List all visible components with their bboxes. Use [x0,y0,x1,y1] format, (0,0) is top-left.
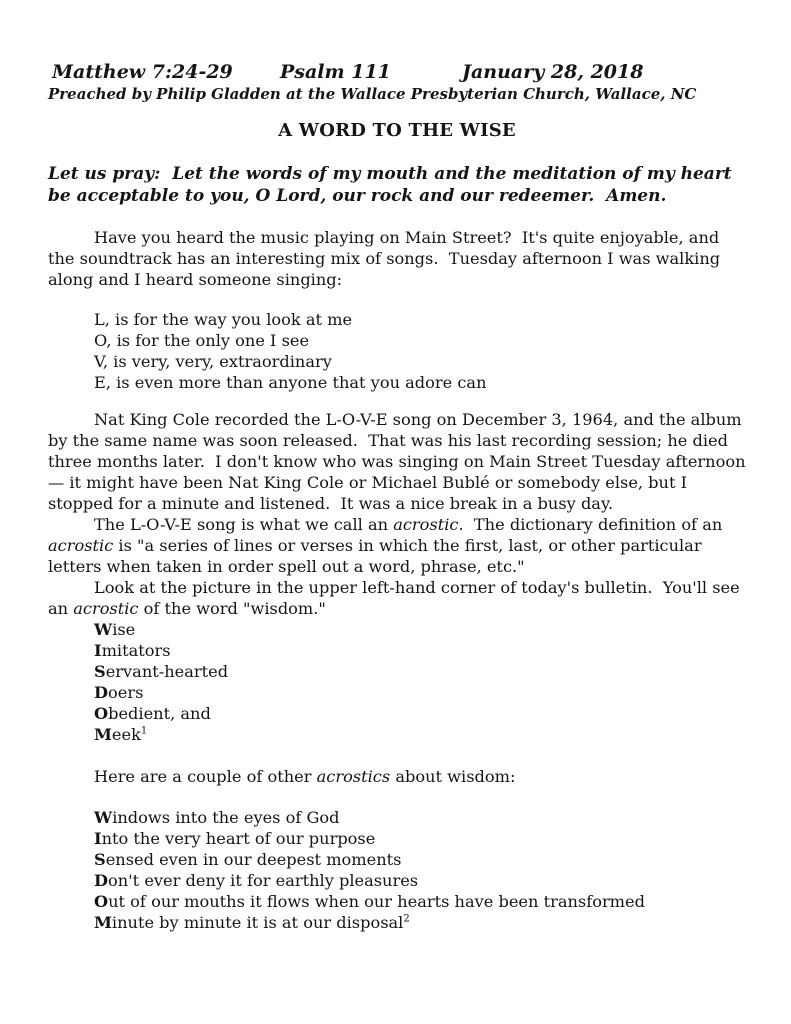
scripture-reference: Matthew 7:24-29 [52,61,233,83]
document-header [48,60,746,84]
opening-prayer: Let us pray: Let the words of my mouth and the meditation of my heart be acceptable to you, O Lord, our rock and our redeemer. Amen. [48,164,738,206]
acrostic-line: Out of our mouths it flows when our hearts have been transformed [94,892,645,911]
footnote-marker-1: 1 [140,725,148,737]
paragraph-other-acrostics: Here are a couple of other acrostics about wisdom: [94,767,516,786]
acrostic-line: Imitators [94,641,171,660]
paragraph-nat-king-cole: Nat King Cole recorded the L-O-V-E song on December 3, 1964, and the album by the same name was soon released. That was his last recording session; he died three months later. I don't know who was singing on Main Street Tuesday afternoon — it might have been Nat King Cole or Michael Bublé or somebody else, but I stopped for a minute and listened. It was a nice break in a busy day. [48,410,751,513]
acrostic-line: Into the very heart of our purpose [94,829,376,848]
paragraph-acrostic-definition: The L-O-V-E song is what we call an acrostic. The dictionary definition of an acrostic is "a series of lines or verses in which the first, last, or other particular letters when taken in order spell out a word, phrase, etc." [48,515,728,576]
acrostic-line: Windows into the eyes of God [94,808,340,827]
sermon-title: A WORD TO THE WISE [278,120,516,141]
lyric-line: O, is for the only one I see [94,331,310,350]
byline: Preached by Philip Gladden at the Wallace Presbyterian Church, Wallace, NC [48,85,697,103]
paragraph-main-street: Have you heard the music playing on Main Street? It's quite enjoyable, and the soundtrack has an interesting mix of songs. Tuesday afternoon I was walking along and I heard someone singing: [48,228,726,289]
acrostic-line: Meek$^1$ [94,725,148,744]
acrostic-line: Servant-hearted [94,662,229,681]
acrostic-line: Sensed even in our deepest moments [94,850,402,869]
acrostic-line: Wise [94,620,136,639]
paragraph-bulletin-picture: Look at the picture in the upper left-hand corner of today's bulletin. You'll see an acrostic of the word "wisdom." [48,578,745,618]
wisdom-acrostic-second [94,807,746,933]
acrostic-line: Obedient, and [94,704,211,723]
lyric-line: E, is even more than anyone that you adore can [94,373,487,392]
wisdom-acrostic-first [94,619,746,745]
sermon-date: January 28, 2018 [462,61,644,83]
lyric-line: V, is very, very, extraordinary [94,352,332,371]
footnote-marker-2: 2 [403,913,410,925]
lyric-line: L, is for the way you look at me [94,310,353,329]
acrostic-line: Doers [94,683,144,702]
psalm-reference: Psalm 111 [280,61,391,83]
acrostic-line: Minute by minute it is at our disposal$^2$ [94,913,410,932]
love-song-lyrics [94,309,746,393]
acrostic-line: Don't ever deny it for earthly pleasures [94,871,419,890]
